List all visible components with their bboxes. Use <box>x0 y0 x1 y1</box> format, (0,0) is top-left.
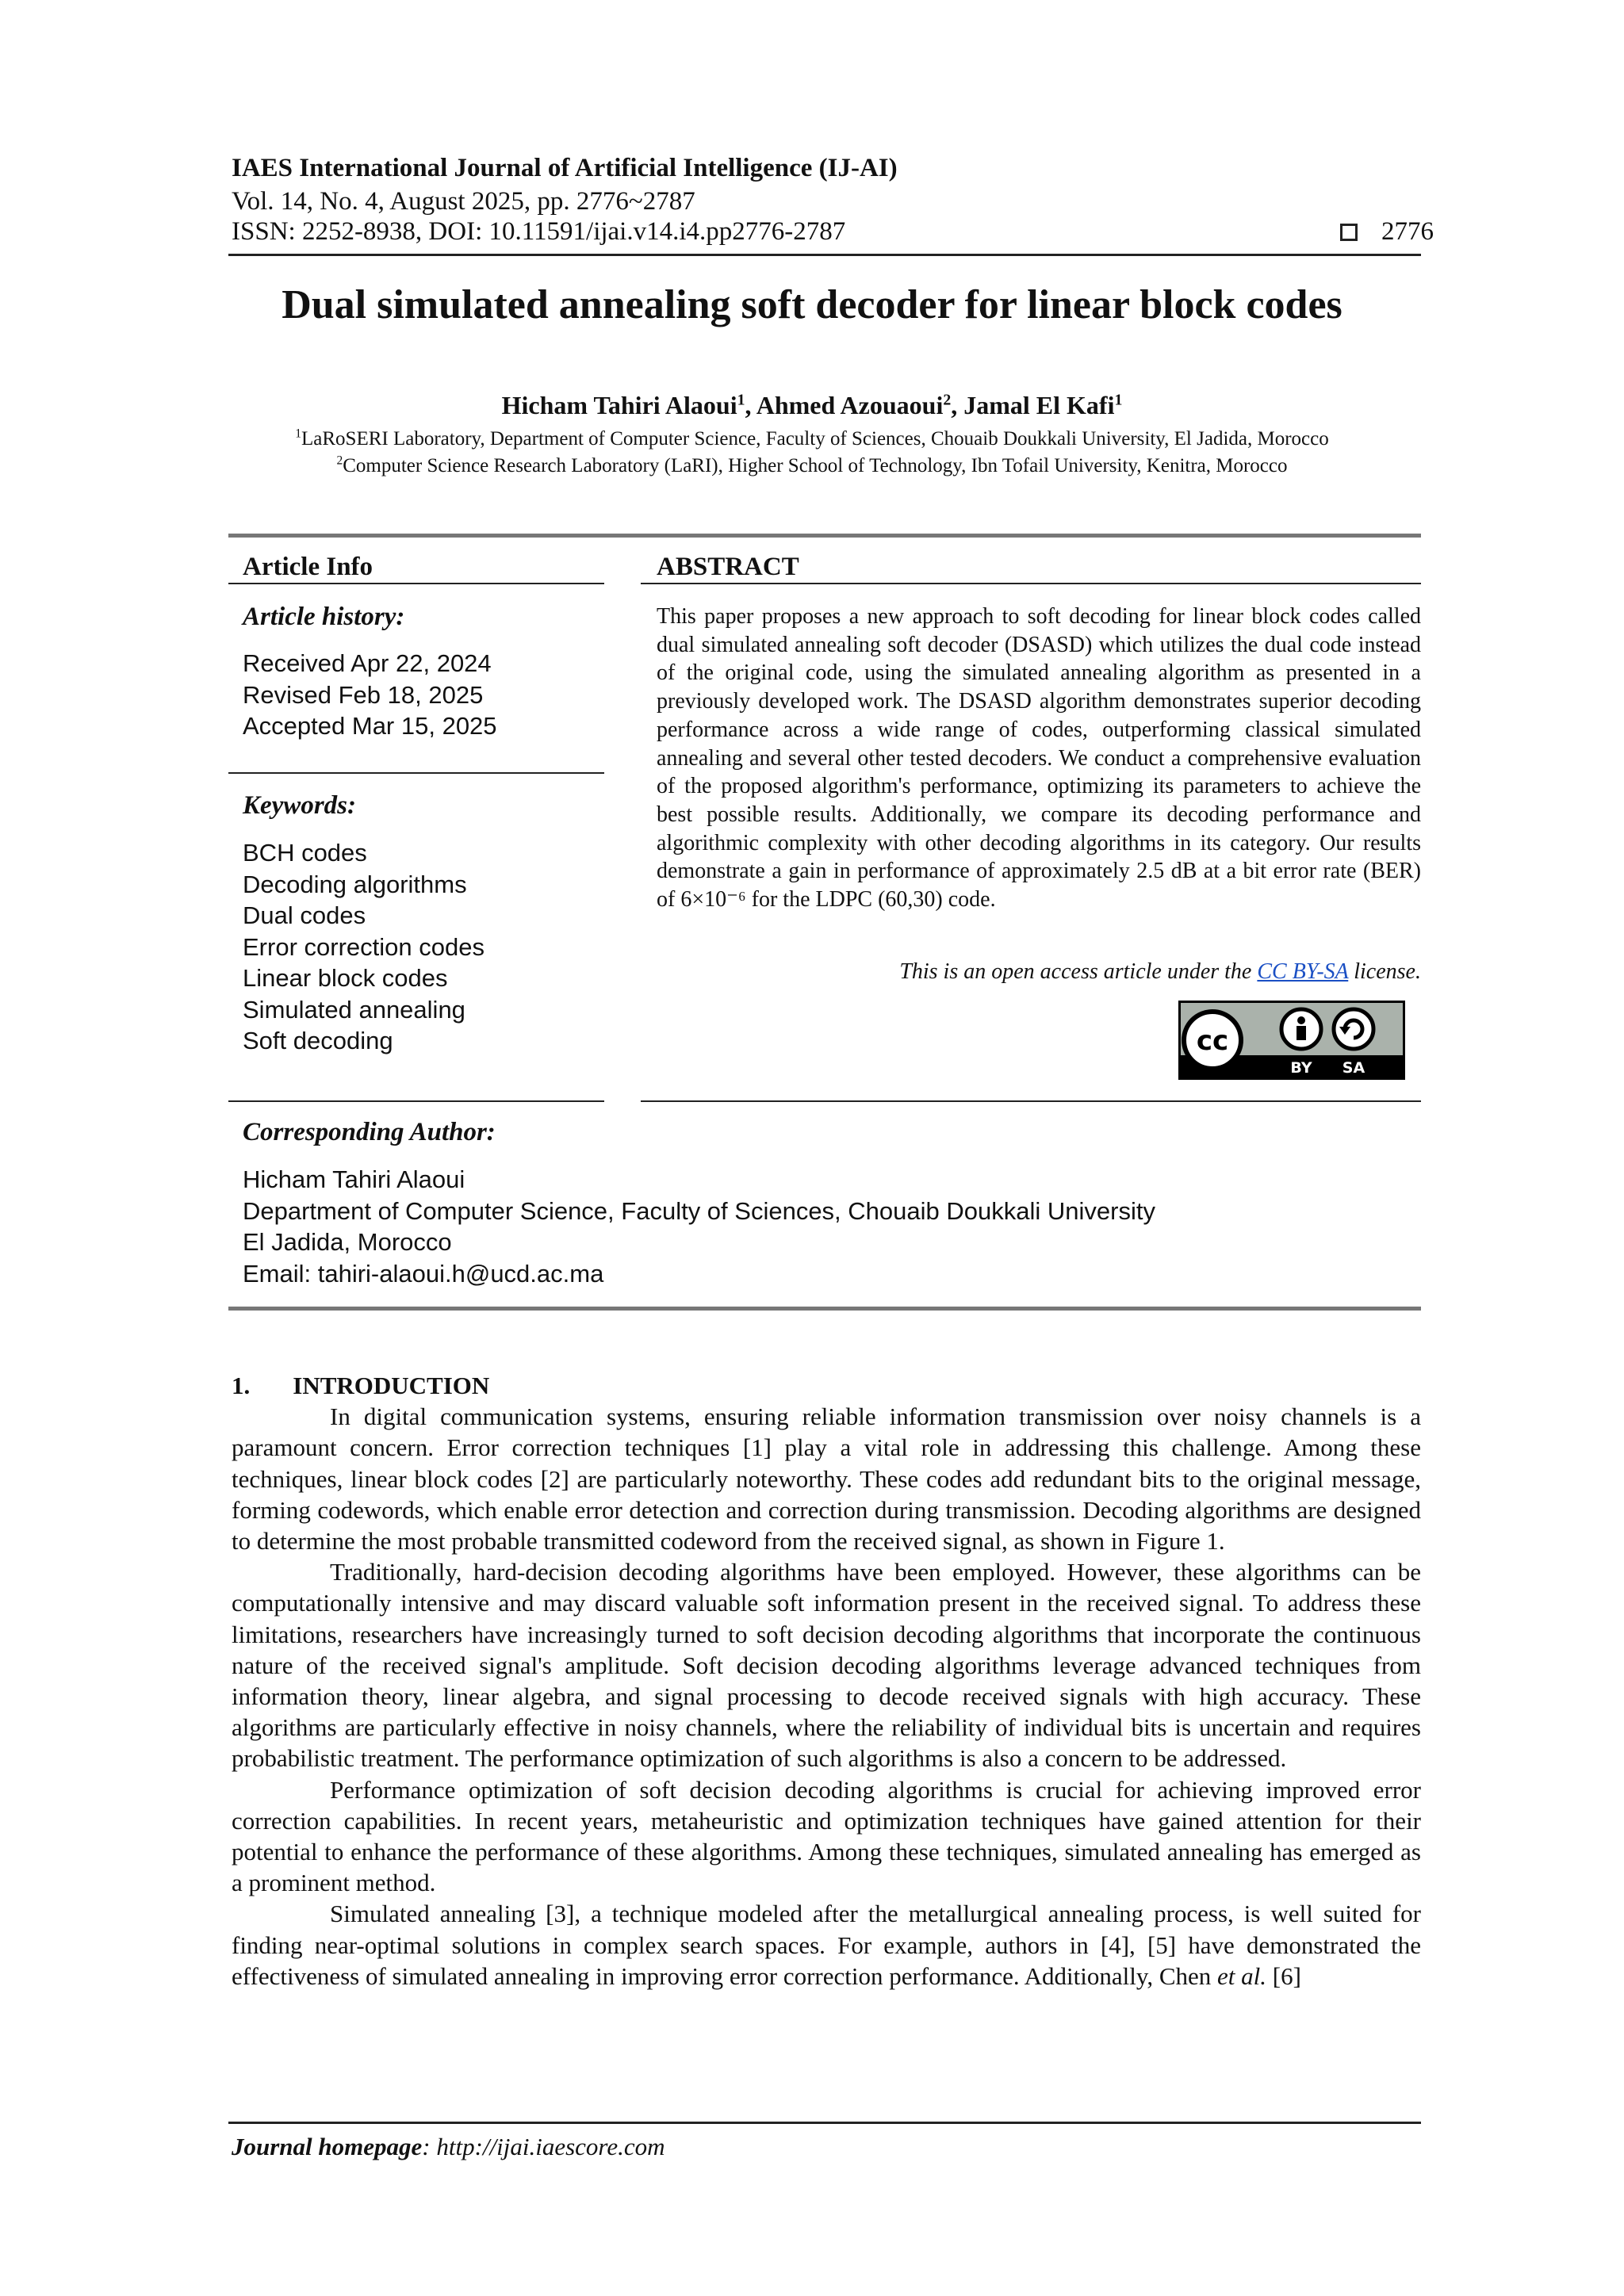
cc-by-sa-badge[interactable] <box>1178 1001 1405 1080</box>
affiliation-2 <box>0 455 1624 477</box>
paragraph: Traditionally, hard-decision decoding algorithms have been employed. However, these algorithms can be computationally intensive and may discard valuable soft information present in the received signal. To address these limitations, researchers have increasingly turned to soft decision decoding algorithms that incorporate the continuous nature of the received signal's amplitude. Soft decision decoding algorithms leverage advanced techniques from information theory, linear algebra, and signal processing to decode received signals with high accuracy. These algorithms are particularly effective in noisy channels, where the reliability of individual bits is uncertain and requires probabilistic treatment. The performance optimization of such algorithms is also a concern to be addressed. <box>232 1558 1421 1773</box>
author-name: Jamal El Kafi <box>963 391 1115 419</box>
keyword: Linear block codes <box>243 964 448 992</box>
section-title: INTRODUCTION <box>293 1372 490 1399</box>
open-access-line <box>899 959 1421 985</box>
history-revised: Revised Feb 18, 2025 <box>243 680 484 709</box>
license-suffix: license. <box>1348 959 1421 984</box>
paragraph-text: Simulated annealing [3], a technique modeled after the metallurgical annealing process, is well suited for finding near-optimal solutions in complex search spaces. For example, authors in [4], [5] have demonstrated the effectiveness of simulated annealing in improving error correction performance. Additionally, Chen <box>232 1900 1421 1990</box>
article-info-rule <box>228 583 604 584</box>
history-accepted: Accepted Mar 15, 2025 <box>243 712 497 740</box>
author-sep: , <box>745 391 756 419</box>
keywords-list <box>243 837 485 1057</box>
author-name: Hicham Tahiri Alaoui <box>501 391 737 419</box>
abstract-text: This paper proposes a new approach to soft decoding for linear block codes called dual simulated annealing soft decoder (DSASD) which utilizes the dual code instead of the original code, using the simulated annealing algorithm as presented in a previously developed work. The DSASD algorithm demonstrates superior decoding performance across a wide range of codes, outperforming classical simulated annealing and several other tested decoders. We conduct a comprehensive evaluation of the proposed algorithm's performance, optimizing its parameters to achieve the best possible results. Additionally, we compare its decoding performance and algorithmic complexity with other decoding algorithms in its category. Our results demonstrate a gain in performance of approximately 2.5 dB at a bit error rate (BER) of 6×10⁻⁶ for the LDPC (60,30) code. <box>657 604 1421 913</box>
issn-line: ISSN: 2252-8938, DOI: 10.11591/ijai.v14.i4.pp2776-2787 <box>232 217 846 246</box>
corresponding-details <box>243 1164 1155 1289</box>
section-number: 1. <box>232 1372 251 1399</box>
et-al: et al. <box>1217 1961 1267 1990</box>
keyword: Decoding algorithms <box>243 870 467 898</box>
keywords-rule <box>228 1100 604 1102</box>
keyword: Dual codes <box>243 901 366 929</box>
keywords-heading: Keywords: <box>243 791 356 820</box>
frame-bottom-rule <box>228 1307 1421 1311</box>
corresponding-dept: Department of Computer Science, Faculty of Sciences, Chouaib Doukkali University <box>243 1196 1155 1225</box>
by-label: BY <box>1290 1059 1312 1077</box>
author-sup: 1 <box>1114 391 1123 409</box>
affiliation-text: Computer Science Research Laboratory (LaRI), Higher School of Technology, Ibn Tofail University, Kenitra, Morocco <box>343 455 1288 476</box>
affiliation-1 <box>0 428 1624 450</box>
corresponding-email[interactable]: Email: tahiri-alaoui.h@ucd.ac.ma <box>243 1259 604 1288</box>
article-info-heading: Article Info <box>243 553 373 581</box>
affiliation-text: LaRoSERI Laboratory, Department of Computer Science, Faculty of Sciences, Chouaib Doukkali University, El Jadida, Morocco <box>301 428 1329 450</box>
homepage-label: Journal homepage <box>232 2133 423 2160</box>
cc-icon-text: cc <box>1196 1025 1229 1057</box>
author-sep: , <box>951 391 964 419</box>
abstract-bottom-rule <box>641 1100 1421 1102</box>
license-link[interactable]: CC BY-SA <box>1257 959 1349 984</box>
paper-title: Dual simulated annealing soft decoder for linear block codes <box>282 282 1342 327</box>
homepage-url[interactable]: : http://ijai.iaescore.com <box>422 2133 665 2160</box>
cc-badge-graphic <box>1181 1003 1403 1077</box>
keyword: Soft decoding <box>243 1027 393 1054</box>
abstract-rule <box>641 583 1421 584</box>
abstract-heading: ABSTRACT <box>657 553 799 581</box>
body-text <box>232 1370 1421 1992</box>
keyword: BCH codes <box>243 839 367 867</box>
keyword: Simulated annealing <box>243 995 465 1024</box>
paragraph <box>232 1898 1421 1992</box>
sa-label: SA <box>1342 1059 1365 1077</box>
sa-icon <box>1334 1009 1373 1049</box>
affiliation-sup: 1 <box>295 427 301 441</box>
footer-rule <box>228 2122 1421 2124</box>
keyword: Error correction codes <box>243 932 485 961</box>
by-icon-head <box>1297 1016 1305 1024</box>
corresponding-name: Hicham Tahiri Alaoui <box>243 1165 465 1193</box>
authors <box>0 391 1624 420</box>
volume-line: Vol. 14, No. 4, August 2025, pp. 2776~2787 <box>232 187 695 216</box>
page-number: 2776 <box>1381 217 1434 246</box>
journal-homepage <box>232 2133 665 2161</box>
license-prefix: This is an open access article under the <box>899 959 1258 984</box>
history-list <box>243 648 497 742</box>
page-number-block <box>1340 217 1434 247</box>
section-heading <box>232 1370 1421 1401</box>
history-heading: Article history: <box>243 603 405 631</box>
history-rule <box>228 772 604 774</box>
journal-name: IAES International Journal of Artificial Intelligence (IJ-AI) <box>232 154 898 182</box>
corresponding-heading: Corresponding Author: <box>243 1118 496 1146</box>
author-sup: 1 <box>737 391 745 409</box>
frame-top-rule <box>228 534 1421 538</box>
paragraph-tail: [6] <box>1266 1961 1301 1990</box>
by-icon-body <box>1297 1026 1306 1040</box>
history-received: Received Apr 22, 2024 <box>243 649 492 677</box>
affiliation-sup: 2 <box>336 453 343 468</box>
author-sup: 2 <box>943 391 952 409</box>
header-rule <box>228 254 1421 256</box>
author-name: Ahmed Azouaoui <box>756 391 944 419</box>
paragraph: Performance optimization of soft decision decoding algorithms is crucial for achieving improved error correction capabilities. In recent years, metaheuristic and optimization techniques have gained attention for their potential to enhance the performance of these algorithms. Among these techniques, simulated annealing has emerged as a prominent method. <box>232 1775 1421 1897</box>
corresponding-city: El Jadida, Morocco <box>243 1228 452 1256</box>
paragraph: In digital communication systems, ensuring reliable information transmission over noisy channels is a paramount concern. Error correction techniques [1] play a vital role in addressing this challenge. Among these techniques, linear block codes [2] are particularly noteworthy. These codes add redundant bits to the original message, forming codewords, which enable error detection and correction during transmission. Decoding algorithms are designed to determine the most probable transmitted codeword from the received signal, as shown in Figure 1. <box>232 1402 1421 1556</box>
square-icon <box>1340 224 1358 241</box>
